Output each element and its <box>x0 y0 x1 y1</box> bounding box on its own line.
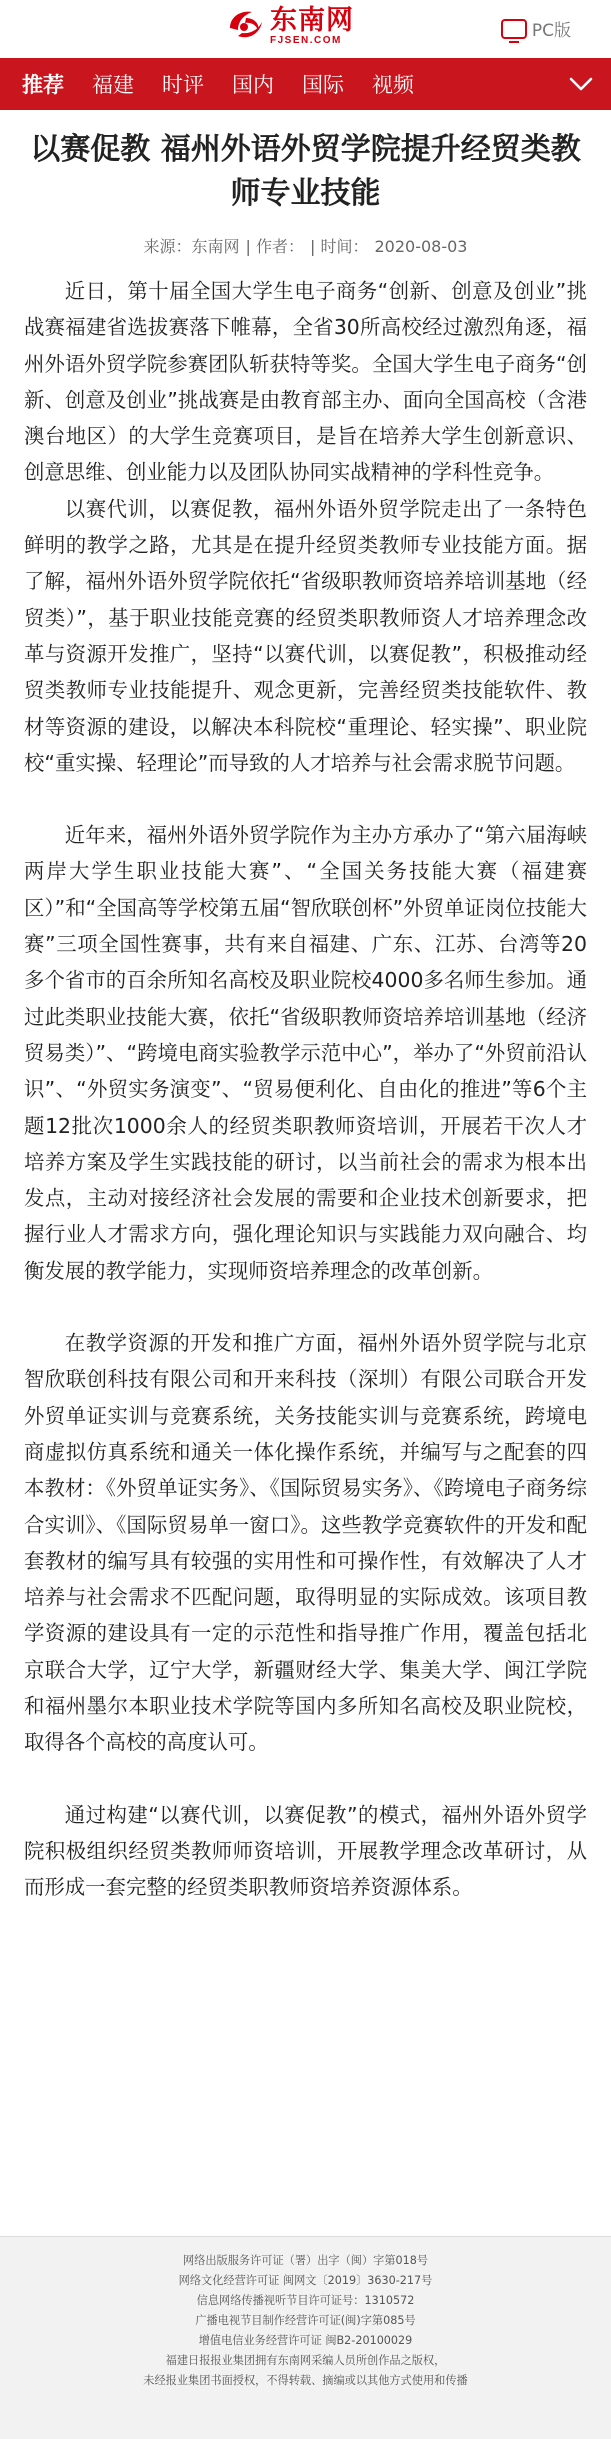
article-paragraph: 在教学资源的开发和推广方面，福州外语外贸学院与北京智欣联创科技有限公司和开来科技（深圳）有限公司联合开发外贸单证实训与竞赛系统，关务技能实训与竞赛系统，跨境电商虚拟仿真系统和通关一体化操作系统，并编写与之配套的四本教材：《外贸单证实务》、《国际贸易实务》、《跨境电子商务综合实训》、《国际贸易单一窗口》。这些教学竞赛软件的开发和配套教材的编写具有较强的实用性和可操作性，有效解决了人才培养与社会需求不匹配问题，取得明显的实际成效。该项目教学资源的建设具有一定的示范性和指导推广作用，覆盖包括北京联合大学，辽宁大学，新疆财经大学、集美大学、闽江学院和福州墨尔本职业技术学院等国内多所知名高校及职业院校，取得各个高校的高度认可。 <box>24 1331 587 1755</box>
footer-copyright-line: 未经报业集团书面授权，不得转载、摘编或以其他方式使用和传播 <box>143 2374 468 2387</box>
top-bar <box>0 0 611 58</box>
article-source: 来源：东南网 <box>143 237 240 256</box>
article-date: 2020-08-03 <box>374 237 468 256</box>
nav-fade <box>511 58 551 110</box>
logo-mark-icon <box>224 6 266 46</box>
monitor-icon <box>501 19 527 39</box>
site-footer <box>0 2236 611 2439</box>
chevron-down-icon <box>568 76 594 92</box>
pc-version-label: PC版 <box>531 21 571 41</box>
nav-item-video[interactable]: 视频 <box>372 73 414 97</box>
article-author: | 作者： <box>245 237 305 256</box>
channel-nav <box>0 58 611 110</box>
footer-license-line: 网络出版服务许可证（署）出字（闽）字第018号 <box>182 2254 429 2267</box>
logo-text-cn: 东南网 <box>270 4 354 36</box>
article-time-label: | 时间： <box>310 237 369 256</box>
article-paragraph: 通过构建“以赛代训，以赛促教”的模式，福州外语外贸学院积极组织经贸类教师师资培训，开展教学理念改革研讨，从而形成一套完整的经贸类职教师资培养资源体系。 <box>24 1802 587 1900</box>
nav-item-recommend[interactable]: 推荐 <box>22 73 64 97</box>
footer-license-line: 网络文化经营许可证 闽网文〔2019〕3630-217号 <box>178 2274 433 2287</box>
article-title: 以赛促教 福州外语外贸学院提升经贸类教师专业技能 <box>30 132 581 211</box>
article-paragraph: 近年来，福州外语外贸学院作为主办方承办了“第六届海峡两岸大学生职业技能大赛”、“全国关务技能大赛（福建赛区）”和“全国高等学校第五届“智欣联创杯”外贸单证岗位技能大赛”三项全国性赛事，共有来自福建、广东、江苏、台湾等20多个省市的百余所知名高校及职业院校4000多名师生参加。通过此类职业技能大赛，依托“省级职教师资培养培训基地（经济贸易类）”、“跨境电商实验教学示范中心”，举办了“外贸前沿认识”、“外贸实务演变”、“贸易便利化、自由化的推进”等6个主题12批次1000余人的经贸类职教师资培训，开展若干次人才培养方案及学生实践技能的研讨，以当前社会的需求为根本出发点，主动对接经济社会发展的需要和企业技术创新要求，把握行业人才需求方向，强化理论知识与实践能力双向融合、均衡发展的教学能力，实现师资培养理念的改革创新。 <box>24 823 587 1283</box>
footer-license-line: 信息网络传播视听节目许可证号：1310572 <box>196 2294 415 2307</box>
nav-item-fujian[interactable]: 福建 <box>92 73 134 97</box>
footer-copyright-line: 福建日报报业集团拥有东南网采编人员所创作品之版权， <box>165 2354 446 2367</box>
article-body <box>0 257 611 1905</box>
nav-item-international[interactable]: 国际 <box>302 73 344 97</box>
logo-text-en: FJSEN.COM <box>270 34 342 46</box>
nav-item-domestic[interactable]: 国内 <box>232 73 274 97</box>
site-logo[interactable] <box>224 6 354 46</box>
nav-item-commentary[interactable]: 时评 <box>162 73 204 97</box>
article-meta <box>0 234 611 257</box>
article-paragraph: 以赛代训，以赛促教，福州外语外贸学院走出了一条特色鲜明的教学之路，尤其是在提升经贸类教师专业技能方面。据了解，福州外语外贸学院依托“省级职教师资培养培训基地（经贸类）”，基于职业技能竞赛的经贸类职教师资人才培养理念改革与资源开发推广，坚持“以赛代训，以赛促教”，积极推动经贸类教师专业技能提升、观念更新，完善经贸类技能软件、教材等资源的建设，以解决本科院校“重理论、轻实操”、职业院校“重实操、轻理论”而导致的人才培养与社会需求脱节问题。 <box>24 496 587 775</box>
pc-version-link[interactable] <box>501 16 571 41</box>
footer-license-line: 增值电信业务经营许可证 闽B2-20100029 <box>198 2334 413 2347</box>
nav-more-button[interactable] <box>551 58 611 110</box>
footer-license-line: 广播电视节目制作经营许可证(闽)字第085号 <box>195 2314 416 2327</box>
article-paragraph: 近日，第十届全国大学生电子商务“创新、创意及创业”挑战赛福建省选拔赛落下帷幕，全省30所高校经过激烈角逐，福州外语外贸学院参赛团队斩获特等奖。全国大学生电子商务“创新、创意及创业”挑战赛是由教育部主办、面向全国高校（含港澳台地区）的大学生竞赛项目，是旨在培养大学生创新意识、创意思维、创业能力以及团队协同实战精神的学科性竞争。 <box>24 279 587 485</box>
